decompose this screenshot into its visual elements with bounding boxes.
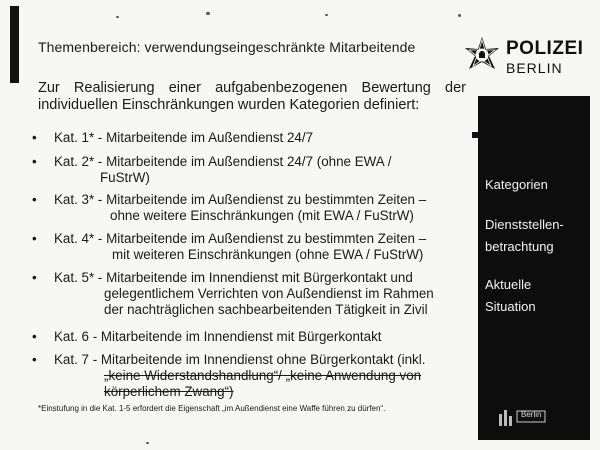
berlin-badge-logo <box>496 404 548 430</box>
bullet: • <box>32 154 37 169</box>
side-item-label-line-2: betrachtung <box>485 239 554 254</box>
badge-text: Berlin <box>521 410 542 419</box>
category-2-line-1: Kat. 2* - Mitarbeitende im Außendienst 24/7 (ohne EWA / <box>54 154 392 169</box>
theme-heading: Themenbereich: verwendungseingeschränkte Mitarbeitende <box>38 39 416 55</box>
left-accent-bar <box>10 6 19 83</box>
intro-line-2: individuellen Einschränkungen wurden Kategorien definiert: <box>38 97 420 113</box>
category-4-line-2: mit weiteren Einschränkungen (ohne EWA / FuStrW) <box>112 247 424 262</box>
side-item-label: Dienststellen- <box>485 217 564 232</box>
polizei-berlin-logo <box>462 36 582 80</box>
side-item-label-line-2: Situation <box>485 299 536 314</box>
side-item-dienststellenbetrachtung[interactable] <box>485 216 587 256</box>
logo-line-berlin: BERLIN <box>506 60 563 76</box>
category-3-line-2: ohne weitere Einschränkungen (mit EWA / FuStrW) <box>110 208 414 223</box>
bullet: • <box>32 130 37 145</box>
bullet: • <box>32 192 37 207</box>
category-5-line-1: Kat. 5* - Mitarbeitende im Innendienst mit Bürgerkontakt und <box>54 270 413 285</box>
scan-speck <box>146 442 149 444</box>
footnote: *Einstufung in die Kat. 1-5 erfordert die Eigenschaft „im Außendienst eine Waffe führen zu dürfen“. <box>38 404 386 413</box>
side-item-kategorien[interactable] <box>485 176 587 194</box>
side-item-label: Aktuelle <box>485 277 532 292</box>
category-2-line-2: FuStrW) <box>100 170 150 185</box>
category-5-line-2: gelegentlichem Verrichten von Außendienst im Rahmen <box>104 286 434 301</box>
bullet: • <box>32 231 37 246</box>
side-navigation-panel <box>478 96 590 440</box>
category-7-line-2: „keine Widerstandshandlung“/ „keine Anwendung von <box>104 368 422 383</box>
intro-line-1: Zur Realisierung einer aufgabenbezogenen Bewertung der <box>38 80 466 96</box>
logo-line-polizei: POLIZEI <box>506 38 584 59</box>
police-star-icon <box>462 36 502 76</box>
scan-speck <box>325 14 328 16</box>
scan-speck <box>116 16 119 18</box>
side-item-aktuelle-situation[interactable] <box>485 276 587 316</box>
bullet: • <box>32 329 37 344</box>
scan-speck <box>458 14 461 17</box>
category-4-line-1: Kat. 4* - Mitarbeitende im Außendienst zu bestimmten Zeiten – <box>54 231 427 246</box>
side-item-label: Kategorien <box>485 177 548 192</box>
category-7-line-3: körperlichem Zwang“) <box>104 384 234 399</box>
category-6-line-1: Kat. 6 - Mitarbeitende im Innendienst mit Bürgerkontakt <box>54 329 382 344</box>
scan-speck <box>206 12 210 15</box>
category-5-line-3: der nachträglichen sachbearbeitenden Tätigkeit in Zivil <box>104 302 428 317</box>
category-7-line-1: Kat. 7 - Mitarbeitende im Innendienst ohne Bürgerkontakt (inkl. <box>54 352 426 367</box>
bullet: • <box>32 270 37 285</box>
bullet: • <box>32 352 37 367</box>
intro-paragraph <box>38 80 466 114</box>
category-1-line-1: Kat. 1* - Mitarbeitende im Außendienst 24/7 <box>54 130 314 145</box>
category-3-line-1: Kat. 3* - Mitarbeitende im Außendienst zu bestimmten Zeiten – <box>54 192 427 207</box>
